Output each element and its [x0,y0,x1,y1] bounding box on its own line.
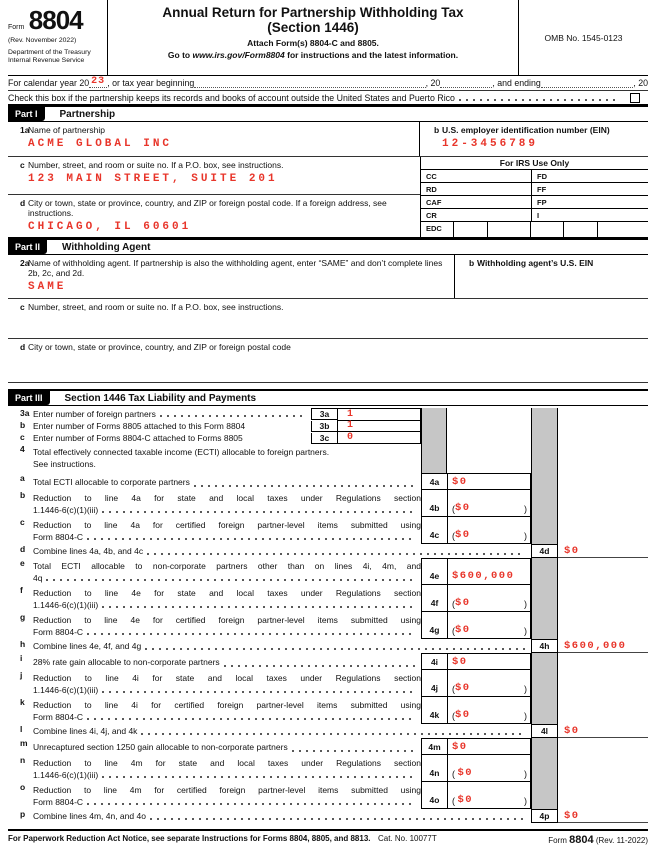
irs-edc-cell [488,222,531,237]
line-4e-label-1: Total ECTI allocable to non-corporate partners other than on lines 4i, 4m, and [33,561,421,571]
line-number: f [20,585,23,595]
irs-cell-rd: RD [426,185,437,194]
line-4h-field[interactable]: $600,000 [564,639,627,652]
line-1a-number: 1a [20,125,30,135]
entry-box-label: 4g [421,612,447,639]
irs-use-row [421,183,648,196]
line-4j-field[interactable]: $0 [455,682,471,694]
shaded-column [531,653,558,670]
entry-box-label: 4f [421,585,447,612]
irs-edc-cell [564,222,598,237]
dot-leader [102,599,417,611]
entry-box-label: 3a [311,408,337,420]
shaded-column [421,444,447,473]
shaded-column [421,408,447,420]
dot-leader [87,626,417,638]
line-1c-number: c [20,160,25,170]
line-4j-label-1: Reduction to line 4i for state and local taxes under Regulations section [33,673,421,683]
line-4f: f Reduction to line 4e for state and local taxes under Regulations section 1.1446-6(c)(1)(iii) 4f ( $0 ) [8,585,648,612]
irs-use-only-box [420,157,648,237]
dot-leader [145,639,527,653]
line-number: p [20,809,26,819]
entry-box-label: 4p [531,809,558,823]
line-number: b [20,420,26,430]
line-number: b [20,490,26,500]
dot-leader [102,504,417,516]
agency-line-2: Internal Revenue Service [8,57,85,64]
line-4o-label-2: Form 8804-C [33,797,84,807]
part3-header [8,389,648,406]
entry-box-label: 4k [421,697,447,724]
line-number: m [20,738,28,748]
line-4f-field[interactable]: $0 [455,597,471,609]
line-4e-label-2: 4q [33,573,43,583]
line-4p-label: Combine lines 4m, 4n, and 4o [33,811,146,821]
dot-leader [141,724,527,738]
year-20b-label: , 20 [633,78,648,88]
line-4g-label-2: Form 8804-C [33,627,84,637]
ein-field[interactable]: 12-3456789 [442,138,539,150]
attach-instruction: Attach Form(s) 8804-C and 8805. [247,38,379,48]
entry-box-label: 4j [421,670,447,697]
dot-leader [150,809,527,823]
shaded-column [421,432,447,444]
irs-edc-row [421,222,648,237]
line-2d-number: d [20,342,26,352]
line-4g-label-1: Reduction to line 4e for certified foreign partner-level items submitted using [33,615,421,625]
line-4b: b Reduction to line 4a for state and local taxes under Regulations section 1.1446-6(c)(1)(iii) 4b ( $0 ) [8,490,648,517]
forms-8805-count-field[interactable]: 1 [337,420,421,432]
line-4b-label-1: Reduction to line 4a for state and local taxes under Regulations section [33,493,421,503]
foreign-partners-count-field[interactable]: 1 [337,408,421,421]
part1-row-1d [8,195,420,237]
line-4e [8,558,648,585]
line-2b-label: Withholding agent’s U.S. EIN [477,258,594,268]
part2-header [8,238,648,255]
line-3c-label: Enter number of Forms 8804-C attached to Forms 8805 [33,433,243,443]
line-number: i [20,653,23,663]
line-1d-number: d [20,198,26,208]
line-number: e [20,558,25,568]
ecti-corporate-field[interactable]: $0 [452,475,468,488]
line-4 [8,444,648,473]
part1-title: Partnership [59,108,116,120]
entry-box-label: 4h [531,639,558,653]
shaded-column [531,444,558,473]
line-2d-label: City or town, state or province, country, and ZIP or foreign postal code [28,342,291,352]
line-number: d [20,544,26,554]
ecti-noncorporate-field[interactable]: $600,000 [452,570,515,582]
line-4n-label-2: 1.1446-6(c)(1)(iii) [33,770,99,780]
dot-leader [87,531,417,543]
line-2a-number: 2a [20,258,30,268]
line-4l-field[interactable]: $0 [564,724,580,737]
line-4l [8,724,648,738]
line-4m [8,738,648,755]
tax-year-beginning-field[interactable] [194,78,425,88]
line-number: a [20,473,25,483]
line-4f-label-1: Reduction to line 4e for state and local taxes under Regulations section [33,588,421,598]
form-id-footer: Form 8804 (Rev. 11-2022) [548,834,648,846]
line-4i-label: 28% rate gain allocable to non-corporate partners [33,656,220,667]
line-number: j [20,670,23,680]
irs-cell-fp: FP [531,196,648,208]
irs-use-only-title: For IRS Use Only [421,157,648,170]
part3-tab: Part III [8,391,50,405]
line-4h-label: Combine lines 4e, 4f, and 4g [33,641,142,651]
part2-row-2c [8,299,648,339]
line-number: o [20,782,26,792]
dot-leader [87,796,417,808]
irs-use-row [421,170,648,183]
shaded-column [421,420,447,432]
line-1a-label: Name of partnership [28,125,106,135]
irs-cell-fd: FD [531,170,648,182]
irs-cell-edc: EDC [421,222,454,237]
city-state-zip-field[interactable]: CHICAGO, IL 60601 [28,221,192,233]
line-4d-field[interactable]: $0 [564,544,580,557]
line-number: l [20,724,23,734]
shaded-column [531,490,558,517]
dot-leader [46,572,417,584]
agency-line-1: Department of the Treasury [8,48,91,56]
line-4f-label-2: 1.1446-6(c)(1)(iii) [33,600,99,610]
line-4n-label-1: Reduction to line 4m for state and local taxes under Regulations section [33,758,421,768]
line-4g-field[interactable]: $0 [455,624,471,636]
shaded-column [531,738,558,755]
line-4p-field[interactable]: $0 [564,809,580,822]
line-4-label-2: See instructions. [33,459,96,469]
irs-edc-cell [531,222,564,237]
line-1d-label: City or town, state or province, country, and ZIP or foreign postal code. If a foreign address, see instructions. [28,198,387,218]
shaded-column [531,585,558,612]
shaded-column [531,670,558,697]
dot-leader [194,473,417,490]
irs-cell-cr: CR [426,211,437,220]
shaded-column [531,420,558,432]
line-4b-label-2: 1.1446-6(c)(1)(iii) [33,505,99,515]
line-4o-label-1: Reduction to line 4m for certified foreign partner-level items submitted using [33,785,421,795]
line-4n: n Reduction to line 4m for state and local taxes under Regulations section 1.1446-6(c)(1)(iii) 4n ( $0 ) [8,755,648,782]
entry-box-label: 3c [311,433,337,444]
line-number: c [20,432,25,442]
entry-box-label: 4n [421,755,447,782]
part1-row-1a [8,122,648,157]
line-4c-label-1: Reduction to line 4a for certified foreign partner-level items submitted using [33,520,421,530]
form-number: 8804 [28,5,83,35]
line-4o-field[interactable]: $0 [457,794,474,806]
dot-leader [102,684,417,696]
year-20a-label: , 20 [425,78,441,88]
shaded-column [531,432,558,444]
form-title-block [108,0,518,75]
paperwork-notice: For Paperwork Reduction Act Notice, see separate Instructions for Forms 8804, 8805, and 8813. [8,834,371,843]
irs-cell-cc: CC [426,172,437,181]
tax-year-beginning-label: , or tax year beginning [107,78,195,88]
line-4c-field[interactable]: $0 [455,529,471,541]
line-3b-label: Enter number of Forms 8805 attached to this Form 8804 [33,421,246,431]
entry-box-label: 3b [311,421,337,432]
shaded-column [531,612,558,639]
form-header [8,0,648,76]
entry-box-label: 4b [421,490,447,517]
irs-cell-ff: FF [531,183,648,195]
part1-row-1c [8,157,420,195]
entry-box-label: 4l [531,724,558,738]
line-4b-field[interactable]: $0 [455,502,471,514]
partnership-name-field[interactable]: ACME GLOBAL INC [28,138,173,150]
shaded-column [531,558,558,585]
line-number: h [20,639,26,649]
line-4d [8,544,648,558]
line-number: k [20,697,25,707]
line-number: 4 [20,444,25,454]
line-4c: c Reduction to line 4a for certified foreign partner-level items submitted using Form 8804-C 4c ( $0 ) [8,517,648,544]
page-footer [8,829,648,847]
shaded-column [531,517,558,544]
rate-gain-field[interactable]: $0 [452,655,468,668]
line-4d-label: Combine lines 4a, 4b, and 4c [33,546,144,556]
records-outside-us-label: Check this box if the partnership keeps its records and books of account outside the United States and Puerto Rico [8,92,455,103]
dot-leader [224,653,417,670]
shaded-column [531,408,558,420]
dot-leader [87,711,417,723]
irs-use-row [421,196,648,209]
line-4j: j Reduction to line 4i for state and local taxes under Regulations section 1.1446-6(c)(1)(iii) 4j ( $0 ) [8,670,648,697]
line-2a-label: Name of withholding agent. If partnership is also the withholding agent, enter “SAME” and don’t complete lines 2b, 2c, and 2d. [28,258,443,278]
line-4l-label: Combine lines 4i, 4j, and 4k [33,726,138,736]
catalog-number: Cat. No. 10077T [378,834,437,843]
line-3a-label: Enter number of foreign partners [33,409,156,419]
line-4k-field[interactable]: $0 [455,709,471,721]
line-number: c [20,517,25,527]
irs-cell-caf: CAF [426,198,442,207]
line-1b-label: U.S. employer identification number (EIN) [442,125,610,135]
irs-url: www.irs.gov/Form8804 [192,50,285,60]
year-20a-field[interactable] [440,78,492,88]
irs-use-row [421,209,648,222]
forms-8804c-count-field[interactable]: 0 [337,432,421,444]
line-2c-number: c [20,302,25,312]
line-4p [8,809,648,823]
dot-leader [160,408,307,420]
line-4k-label-1: Reduction to line 4i for certified foreign partner-level items submitted using [33,700,421,710]
line-3a [8,408,648,420]
part1-tab: Part I [8,107,45,121]
line-1c-label: Number, street, and room or suite no. If a P.O. box, see instructions. [28,160,284,170]
form-title-line1: Annual Return for Partnership Withholding Tax [162,5,464,20]
shaded-column [531,473,558,490]
shaded-column [531,755,558,782]
goto-instruction: Go to www.irs.gov/Form8804 for instructions and the latest information. [167,50,459,60]
line-number: g [20,612,26,622]
footer-form-number: 8804 [569,834,594,846]
dot-leader [102,769,417,781]
irs-edc-cell [454,222,488,237]
entry-box-label: 4i [421,653,447,670]
part2-row-2d [8,339,648,383]
line-4a [8,473,648,490]
part1-lower-band [8,157,648,238]
shaded-column [531,782,558,809]
line-number: n [20,755,26,765]
line-1b-number: b [434,125,440,135]
line-4m-label: Unrecaptured section 1250 gain allocable to non-corporate partners [33,741,288,752]
line-4n-field[interactable]: $0 [457,767,474,779]
part2-row-2a [8,255,648,299]
part3-title: Section 1446 Tax Liability and Payments [64,392,257,404]
dot-leader [292,738,417,755]
line-2b-number: b [469,258,475,268]
line-4k-label-2: Form 8804-C [33,712,84,722]
unrecaptured-1250-field[interactable]: $0 [452,740,468,753]
form-word: Form [8,24,25,31]
line-4g: g Reduction to line 4e for certified foreign partner-level items submitted using Form 8804-C 4g ( $0 ) [8,612,648,639]
line-number: 3a [20,408,30,418]
entry-box-label: 4e [421,558,447,585]
omb-number: OMB No. 1545-0123 [518,0,648,75]
line-2c-label: Number, street, and room or suite no. If a P.O. box, see instructions. [28,302,284,312]
part2-title: Withholding Agent [62,241,151,253]
line-3b [8,420,648,432]
street-address-field[interactable]: 123 MAIN STREET, SUITE 201 [28,173,278,185]
calendar-year-field[interactable]: 23 [91,76,106,87]
line-4i [8,653,648,670]
line-4h [8,639,648,653]
irs-edc-cell [598,222,648,237]
records-outside-us-row [8,91,648,105]
shaded-column [531,697,558,724]
line-4c-label-2: Form 8804-C [33,532,84,542]
line-3c [8,432,648,444]
calendar-year-label: For calendar year 20 [8,78,90,88]
line-4j-label-2: 1.1446-6(c)(1)(iii) [33,685,99,695]
entry-box-label: 4a [421,473,447,490]
dot-leader [459,91,620,104]
dot-leader [147,544,527,558]
tax-year-ending-label: , and ending [492,78,541,88]
entry-box-label: 4d [531,544,558,558]
records-outside-us-checkbox[interactable] [630,93,640,103]
tax-year-ending-field[interactable] [541,78,634,88]
entry-box-label: 4c [421,517,447,544]
withholding-agent-name-field[interactable]: SAME [28,281,67,293]
tax-year-row [8,76,648,91]
line-4o: o Reduction to line 4m for certified foreign partner-level items submitted using Form 8804-C 4o ( $0 ) [8,782,648,809]
form-revision: (Rev. November 2022) [8,37,77,44]
entry-box-label: 4m [421,738,447,755]
line-4k: k Reduction to line 4i for certified foreign partner-level items submitted using Form 8804-C 4k ( $0 ) [8,697,648,724]
irs-cell-i: I [531,209,648,221]
form-identity-block [8,0,108,75]
part1-header [8,105,648,122]
entry-box-label: 4o [421,782,447,809]
line-4a-label: Total ECTI allocable to corporate partners [33,476,190,487]
form-title-line2: (Section 1446) [267,20,359,35]
line-4-label-1: Total effectively connected taxable income (ECTI) allocable to foreign partners. [33,447,330,457]
part2-tab: Part II [8,240,47,254]
